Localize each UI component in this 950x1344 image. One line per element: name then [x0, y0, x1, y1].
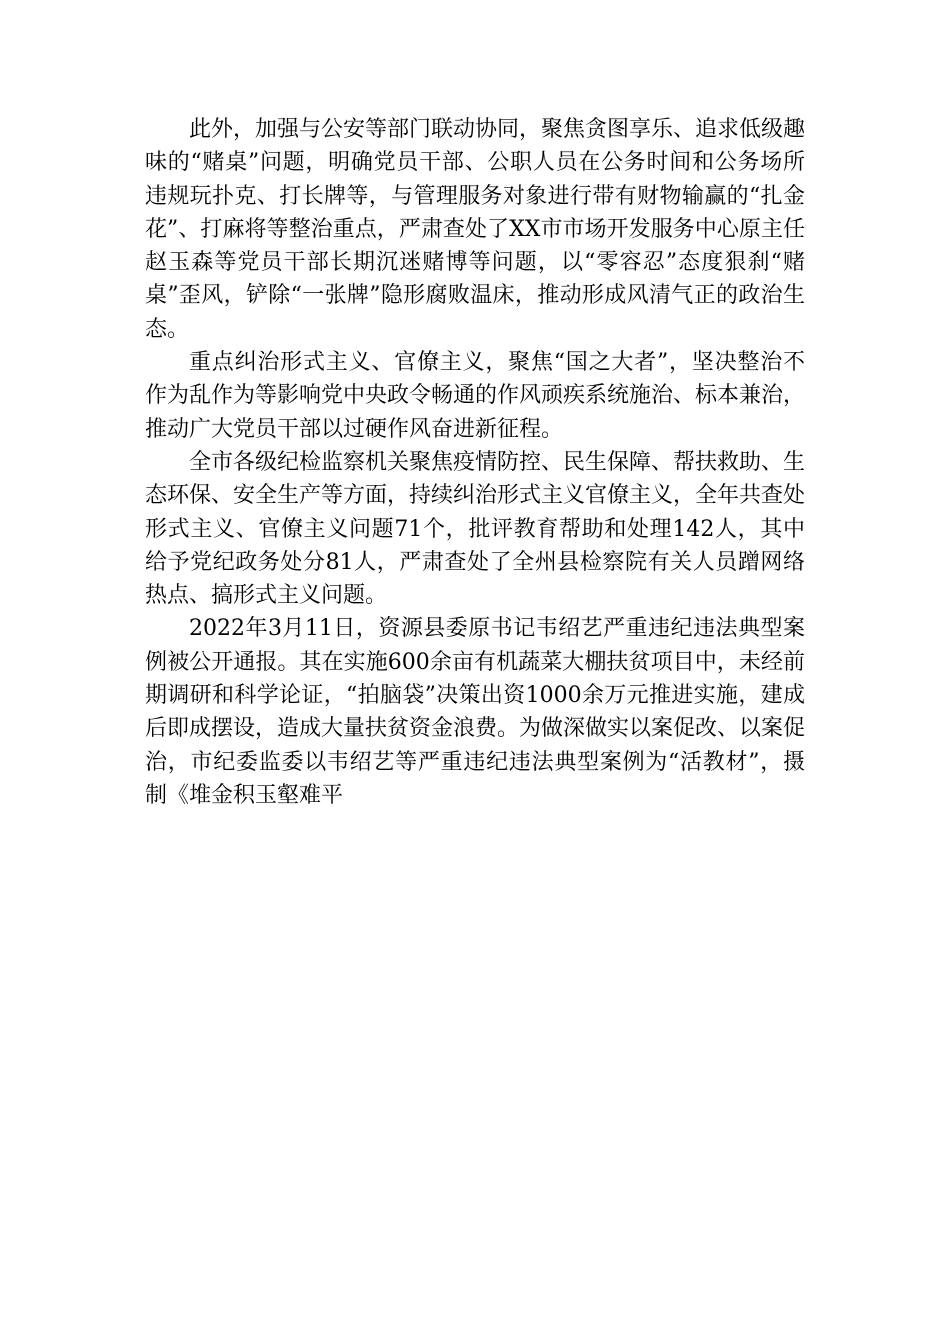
- paragraph-formalism-focus: 重点纠治形式主义、官僚主义，聚焦“国之大者”，坚决整治不作为乱作为等影响党中央政令畅通的作风顽疾系统施治、标本兼治，推动广大党员干部以过硬作风奋进新征程。: [145, 350, 806, 442]
- paragraph-gambling-rectification: 此外，加强与公安等部门联动协同，聚焦贪图享乐、追求低级趣味的“赌桌”问题，明确党员干部、公职人员在公务时间和公务场所违规玩扑克、打长牌等，与管理服务对象进行带有财物输赢的“扎金花”、打麻将等整治重点，严肃查处了XX市市场开发服务中心原主任赵玉森等党员干部长期沉迷赌博等问题，以“零容忍”态度狠刹“赌桌”歪风，铲除“一张牌”隐形腐败温床，推动形成风清气正的政治生态。: [145, 117, 806, 342]
- paragraph-city-statistics: 全市各级纪检监察机关聚焦疫情防控、民生保障、帮扶救助、生态环保、安全生产等方面，持续纠治形式主义官僚主义，全年共查处形式主义、官僚主义问题71个，批评教育帮助和处理142人，其中给予党纪政务处分81人，严肃查处了全州县检察院有关人员蹭网络热点、搞形式主义问题。: [145, 449, 806, 609]
- document-body: [145, 113, 805, 812]
- paragraph-typical-case: 2022年3月11日，资源县委原书记韦绍艺严重违纪违法典型案例被公开通报。其在实施600余亩有机蔬菜大棚扶贫项目中，未经前期调研和科学论证，“拍脑袋”决策出资1000余万元推进实施，建成后即成摆设，造成大量扶贫资金浪费。为做深做实以案促改、以案促治，市纪委监委以韦绍艺等严重违纪违法典型案例为“活教材”，摄制《堆金积玉壑难平: [145, 616, 806, 808]
